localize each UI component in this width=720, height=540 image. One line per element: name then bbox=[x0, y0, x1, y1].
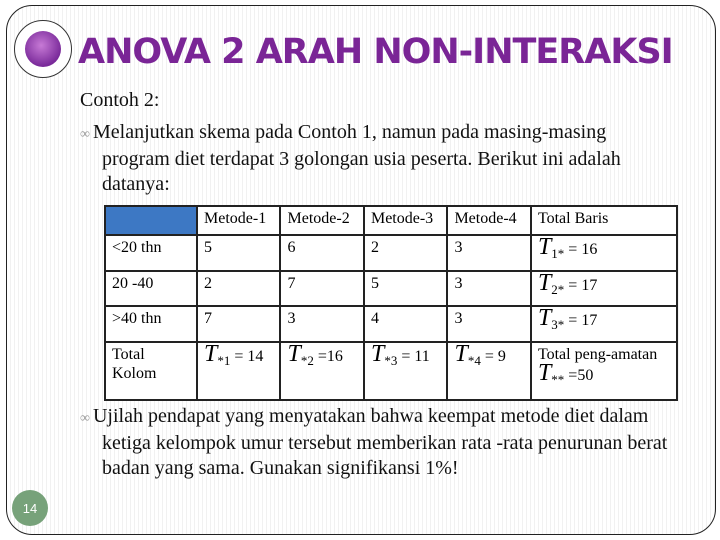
table-row: 20 -40 2 7 5 3 $T_{2*} = 17$ bbox=[105, 271, 677, 307]
table-footer-row: Total Kolom $T_{*1} = 14$ $T_{*2} =16$ $T_{*3} = 11$ $T_{*4} = 9$ Total peng-amatan $T_{**} =50$ bbox=[105, 342, 677, 400]
slide-title: ANOVA 2 ARAH NON-INTERAKSI bbox=[78, 32, 673, 72]
bullet-icon: ∞ bbox=[80, 411, 90, 426]
example-label: Contoh 2: bbox=[80, 89, 160, 111]
page-number: 14 bbox=[12, 490, 48, 526]
table-header-row: Metode-1 Metode-2 Metode-3 Metode-4 Total Baris bbox=[105, 206, 677, 235]
bullet-2: ∞ Ujilah pendapat yang menyatakan bahwa keempat metode diet dalam ketiga kelompok umur tersebut memberikan rata -rata penurunan berat badan yang sama. Gunakan signifikansi 1%! bbox=[80, 405, 668, 479]
bullet-1: ∞ Melanjutkan skema pada Contoh 1, namun pada masing-masing program diet terdapat 3 golongan usia peserta. Berikut ini adalah datanya: bbox=[80, 121, 621, 195]
table-row: >40 thn 7 3 4 3 $T_{3*} = 17$ bbox=[105, 306, 677, 342]
bullet-icon: ∞ bbox=[80, 127, 90, 142]
table-row: <20 thn 5 6 2 3 $T_{1*} = 16$ bbox=[105, 235, 677, 271]
university-logo bbox=[14, 20, 72, 78]
data-table bbox=[104, 205, 678, 401]
